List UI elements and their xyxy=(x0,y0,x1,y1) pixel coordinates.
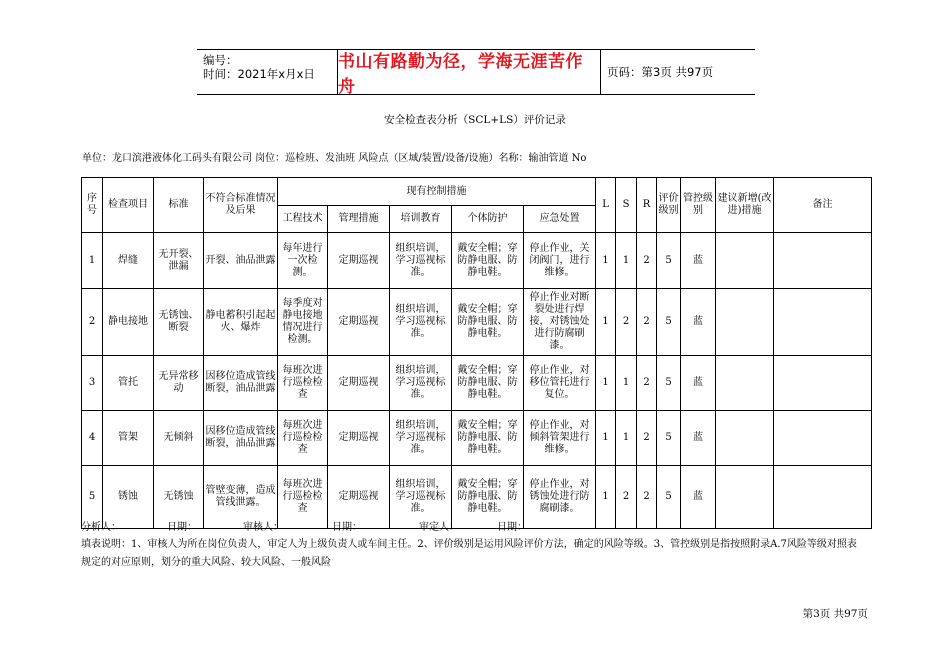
header-left xyxy=(197,50,337,94)
document-header xyxy=(197,49,755,95)
cell-S: 1 xyxy=(616,233,637,289)
cell-R: 2 xyxy=(637,233,657,289)
cell-nonconform: 因移位造成管线断裂，油品泄露 xyxy=(204,356,278,411)
th-remark: 备注 xyxy=(774,178,872,233)
cell-nonconform: 静电蓄积引起起火、爆炸 xyxy=(204,289,278,356)
cell-item: 焊缝 xyxy=(103,233,154,289)
cell-emergency: 停止作业，对锈蚀处进行防腐刷漆。 xyxy=(524,466,596,529)
fill-instructions: 填表说明：1、审核人为所在岗位负责人，审定人为上级负责人或车间主任。2、评价级别是运用风险评价方法，确定的风险等级。3、管控级别是指按照附录A.7风险等级对照表规定的对应原则，划分的重大风险、较大风险、一般风险 xyxy=(81,539,857,568)
th-emergency: 应急处置 xyxy=(524,206,596,233)
cell-item: 管架 xyxy=(103,411,154,466)
cell-nonconform: 开裂、油品泄露 xyxy=(204,233,278,289)
header-row-1 xyxy=(82,178,872,206)
th-controls: 现有控制措施 xyxy=(278,178,596,206)
cell-L: 1 xyxy=(596,466,616,529)
cell-S: 2 xyxy=(616,289,637,356)
table-row xyxy=(82,289,872,356)
cell-remark xyxy=(774,411,872,466)
th-suggest: 建议新增(改进)措施 xyxy=(716,178,774,233)
cell-management: 定期巡视 xyxy=(328,233,390,289)
th-nonconform: 不符合标准情况及后果 xyxy=(204,178,278,233)
table-row xyxy=(82,233,872,289)
cell-rating: 5 xyxy=(657,411,681,466)
cell-S: 1 xyxy=(616,356,637,411)
cell-S: 2 xyxy=(616,466,637,529)
cell-remark xyxy=(774,466,872,529)
th-R: R xyxy=(637,178,657,233)
cell-emergency: 停止作业对断裂处进行焊接，对锈蚀处进行防腐刷漆。 xyxy=(524,289,596,356)
cell-S: 1 xyxy=(616,411,637,466)
cell-engineering: 每班次进行巡检检查 xyxy=(278,466,328,529)
document-title: 安全检查表分析（SCL+LS）评价记录 xyxy=(384,114,566,126)
cell-control-level: 蓝 xyxy=(681,233,716,289)
th-item: 检查项目 xyxy=(103,178,154,233)
cell-remark xyxy=(774,233,872,289)
cell-suggest xyxy=(716,233,774,289)
cell-ppe: 戴安全帽；穿防静电服、防静电鞋。 xyxy=(452,466,524,529)
cell-ppe: 戴安全帽；穿防静电服、防静电鞋。 xyxy=(452,233,524,289)
cell-R: 2 xyxy=(637,411,657,466)
th-seq: 序号 xyxy=(82,178,103,233)
cell-management: 定期巡视 xyxy=(328,466,390,529)
cell-rating: 5 xyxy=(657,289,681,356)
th-ppe: 个体防护 xyxy=(452,206,524,233)
cell-emergency: 停止作业，关闭阀门，进行维修。 xyxy=(524,233,596,289)
cell-seq: 4 xyxy=(82,411,103,466)
cell-nonconform: 因移位造成管线断裂，油品泄露 xyxy=(204,411,278,466)
th-training: 培训教育 xyxy=(390,206,452,233)
cell-L: 1 xyxy=(596,411,616,466)
cell-management: 定期巡视 xyxy=(328,411,390,466)
cell-rating: 5 xyxy=(657,356,681,411)
cell-control-level: 蓝 xyxy=(681,356,716,411)
date-label-1: 日期： xyxy=(167,522,197,533)
cell-training: 组织培训，学习巡视标准。 xyxy=(390,289,452,356)
cell-remark xyxy=(774,356,872,411)
th-L: L xyxy=(596,178,616,233)
cell-ppe: 戴安全帽；穿防静电服、防静电鞋。 xyxy=(452,356,524,411)
cell-L: 1 xyxy=(596,289,616,356)
cell-suggest xyxy=(716,356,774,411)
cell-R: 2 xyxy=(637,466,657,529)
cell-training: 组织培训，学习巡视标准。 xyxy=(390,411,452,466)
th-engineering: 工程技术 xyxy=(278,206,328,233)
th-control-level: 管控级别 xyxy=(681,178,716,233)
date-label-2: 日期： xyxy=(332,522,362,533)
table-row xyxy=(82,411,872,466)
signature-line xyxy=(81,518,527,533)
cell-ppe: 戴安全帽；穿防静电服、防静电鞋。 xyxy=(452,289,524,356)
page-number: 第3页 共97页 xyxy=(802,608,868,620)
cell-rating: 5 xyxy=(657,233,681,289)
check-table xyxy=(81,177,872,529)
cell-nonconform: 管壁变薄，造成管线泄露。 xyxy=(204,466,278,529)
cell-engineering: 每季度对静电接地情况进行检测。 xyxy=(278,289,328,356)
page-code: 页码：第3页 共97页 xyxy=(607,65,714,79)
th-standard: 标准 xyxy=(154,178,204,233)
unit-line: 单位：龙口滨港液体化工码头有限公司 岗位：巡检班、发油班 风险点（区域/装置/设备/设施）名称：输油管道 No xyxy=(82,153,587,164)
cell-R: 2 xyxy=(637,289,657,356)
number-label: 编号： xyxy=(203,53,238,67)
cell-suggest xyxy=(716,466,774,529)
cell-control-level: 蓝 xyxy=(681,466,716,529)
cell-standard: 无锈蚀 xyxy=(154,466,204,529)
reviewer-label: 审核人： xyxy=(243,522,283,533)
cell-control-level: 蓝 xyxy=(681,289,716,356)
cell-seq: 2 xyxy=(82,289,103,356)
analyst-label: 分析人： xyxy=(81,522,121,533)
cell-control-level: 蓝 xyxy=(681,411,716,466)
cell-standard: 无开裂、泄漏 xyxy=(154,233,204,289)
cell-emergency: 停止作业，对倾斜管架进行维修。 xyxy=(524,411,596,466)
cell-seq: 3 xyxy=(82,356,103,411)
th-S: S xyxy=(616,178,637,233)
cell-seq: 1 xyxy=(82,233,103,289)
th-rating: 评价级别 xyxy=(657,178,681,233)
cell-engineering: 每年进行一次检测。 xyxy=(278,233,328,289)
cell-emergency: 停止作业，对移位管托进行复位。 xyxy=(524,356,596,411)
cell-seq: 5 xyxy=(82,466,103,529)
cell-L: 1 xyxy=(596,356,616,411)
cell-R: 2 xyxy=(637,356,657,411)
cell-L: 1 xyxy=(596,233,616,289)
cell-standard: 无锈蚀、断裂 xyxy=(154,289,204,356)
cell-item: 管托 xyxy=(103,356,154,411)
cell-suggest xyxy=(716,411,774,466)
cell-remark xyxy=(774,289,872,356)
cell-ppe: 戴安全帽；穿防静电服、防静电鞋。 xyxy=(452,411,524,466)
cell-standard: 无倾斜 xyxy=(154,411,204,466)
cell-management: 定期巡视 xyxy=(328,289,390,356)
cell-engineering: 每班次进行巡检检查 xyxy=(278,356,328,411)
cell-engineering: 每班次进行巡检检查 xyxy=(278,411,328,466)
cell-training: 组织培训，学习巡视标准。 xyxy=(390,466,452,529)
cell-training: 组织培训，学习巡视标准。 xyxy=(390,356,452,411)
time-label: 时间：2021年x月x日 xyxy=(203,67,315,81)
cell-training: 组织培训，学习巡视标准。 xyxy=(390,233,452,289)
cell-item: 锈蚀 xyxy=(103,466,154,529)
cell-item: 静电接地 xyxy=(103,289,154,356)
cell-suggest xyxy=(716,289,774,356)
cell-management: 定期巡视 xyxy=(328,356,390,411)
cell-rating: 5 xyxy=(657,466,681,529)
date-label-3: 日期： xyxy=(497,522,527,533)
cell-standard: 无异常移动 xyxy=(154,356,204,411)
motto: 书山有路勤为径，学海无涯苦作舟 xyxy=(337,50,601,94)
approver-label: 审定人： xyxy=(419,522,459,533)
table-row xyxy=(82,356,872,411)
th-management: 管理措施 xyxy=(328,206,390,233)
